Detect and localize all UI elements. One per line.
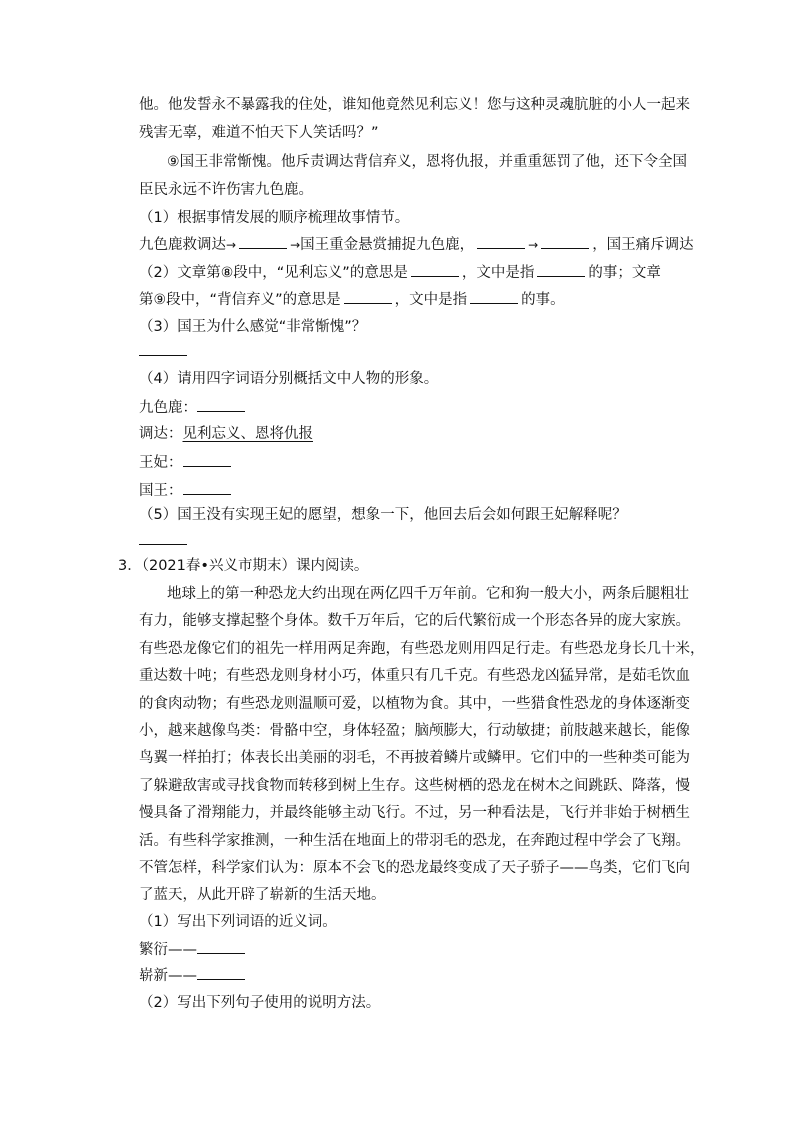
arrow-icon: → (290, 238, 301, 252)
answer-blank[interactable] (470, 289, 518, 304)
question-1-prompt: （1）根据事情发展的顺序梳理故事情节。 (139, 210, 410, 226)
passage-line: 鸟翼一样拍打；体表长出美丽的羽毛，不再披着鳞片或鳞甲。它们中的一些种类可能为 (139, 750, 690, 767)
story-paragraph-continuation: 他。他发誓永不暴露我的住处，谁知他竟然见利忘义！您与这种灵魂肮脏的小人一起来 (139, 97, 690, 113)
passage-line: 小，越来越像鸟类：骨骼中空，身体轻盈；脑颅膨大，行动敏捷；前肢越来越长，能像 (139, 723, 690, 739)
passage-line: 活。有些科学家推测，一种生活在地面上的带羽毛的恐龙，在奔跑过程中学会了飞翔。 (139, 832, 690, 849)
question-1-plot-chain: 九色鹿救调达→ →国王重金悬赏捕捉九色鹿， → ，国王痛斥调达 (139, 234, 694, 255)
answer-blank[interactable] (197, 397, 245, 412)
question-4-king: 国王： (139, 480, 231, 501)
question-4-deer: 九色鹿： (139, 397, 245, 418)
story-paragraph-continuation-end: 残害无辜，难道不怕天下人笑话吗？” (139, 125, 379, 141)
synonym-zhanxin: 崭新—— (139, 965, 245, 986)
question-4-prompt: （4）请用四字词语分别概括文中人物的形象。 (139, 371, 439, 387)
answer-blank[interactable] (411, 262, 459, 277)
story-paragraph-9-end: 臣民永远不许伤害九色鹿。 (139, 182, 313, 198)
passage-line: 了蓝天，从此开辟了崭新的生活天地。 (139, 887, 386, 904)
passage-line: 重达数十吨；有些恐龙则身材小巧，体重只有几千克。有些恐龙凶猛异常，是茹毛饮血 (139, 668, 690, 685)
question-4-queen: 王妃： (139, 452, 231, 473)
answer-blank[interactable] (139, 341, 187, 356)
answer-blank[interactable] (183, 452, 231, 467)
arrow-icon: → (226, 238, 237, 252)
passage-line: 有些恐龙像它们的祖先一样用两足奔跑，有些恐龙则用四足行走。有些恐龙身长几十米， (139, 640, 705, 657)
arrow-icon: → (528, 238, 539, 252)
answer-blank[interactable] (537, 262, 585, 277)
answer-blank[interactable] (197, 965, 245, 980)
section-3-header (118, 556, 368, 576)
section-number: 3． (118, 558, 142, 574)
story-paragraph-9: ⑨国王非常惭愧。他斥责调达背信弃义，恩将仇报，并重重惩罚了他，还下令全国 (167, 154, 688, 170)
passage-line: 的食肉动物；有些恐龙则温顺可爱，以植物为食。其中，一些猎食性恐龙的身体逐渐变 (139, 695, 690, 712)
section-source: （2021春•兴义市期末）课内阅读。 (141, 558, 369, 574)
question-3-answer-line (139, 341, 187, 362)
question-4-tiaoda: 调达：见利忘义、恩将仇报 (139, 426, 313, 442)
passage-line: 地球上的第一种恐龙大约出现在两亿四千万年前。它和狗一般大小，两条后腿粗壮 (167, 586, 689, 602)
filled-answer: 见利忘义、恩将仇报 (182, 426, 313, 442)
question-2-line-2: 第⑨段中，“背信弃义”的意思是 ，文中是指 的事。 (139, 289, 565, 310)
passage-line: 有力，能够支撑起整个身体。数千万年后，它的后代繁衍成一个形态各异的庞大家族。 (139, 613, 690, 630)
synonym-fanyan: 繁衍—— (139, 939, 245, 960)
answer-blank[interactable] (139, 530, 187, 545)
answer-blank[interactable] (344, 289, 392, 304)
answer-blank[interactable] (541, 234, 589, 249)
passage-line: 不管怎样，科学家们认为：原本不会飞的恐龙最终变成了天子骄子——鸟类，它们飞向 (139, 860, 690, 876)
question-2-line-1: （2）文章第⑧段中，“见利忘义”的意思是 ，文中是指 的事；文章 (139, 262, 661, 283)
passage-line: 了躲避敌害或寻找食物而转移到树上生存。这些树栖的恐龙在树木之间跳跃、降落，慢 (139, 777, 690, 794)
section-3-question-1: （1）写出下列词语的近义词。 (139, 914, 337, 930)
section-3-question-2: （2）写出下列句子使用的说明方法。 (139, 995, 381, 1011)
answer-blank[interactable] (477, 234, 525, 249)
paragraph-number: ⑨ (167, 154, 180, 170)
question-5-prompt: （5）国王没有实现王妃的愿望，想象一下，他回去后会如何跟王妃解释呢？ (139, 507, 627, 523)
answer-blank[interactable] (239, 234, 287, 249)
question-5-answer-line (139, 530, 187, 551)
answer-blank[interactable] (197, 939, 245, 954)
question-3-prompt: （3）国王为什么感觉“非常惭愧”？ (139, 319, 367, 335)
passage-line: 慢具备了滑翔能力，并最终能够主动飞行。不过，另一种看法是，飞行并非始于树栖生 (139, 805, 690, 822)
answer-blank[interactable] (183, 480, 231, 495)
